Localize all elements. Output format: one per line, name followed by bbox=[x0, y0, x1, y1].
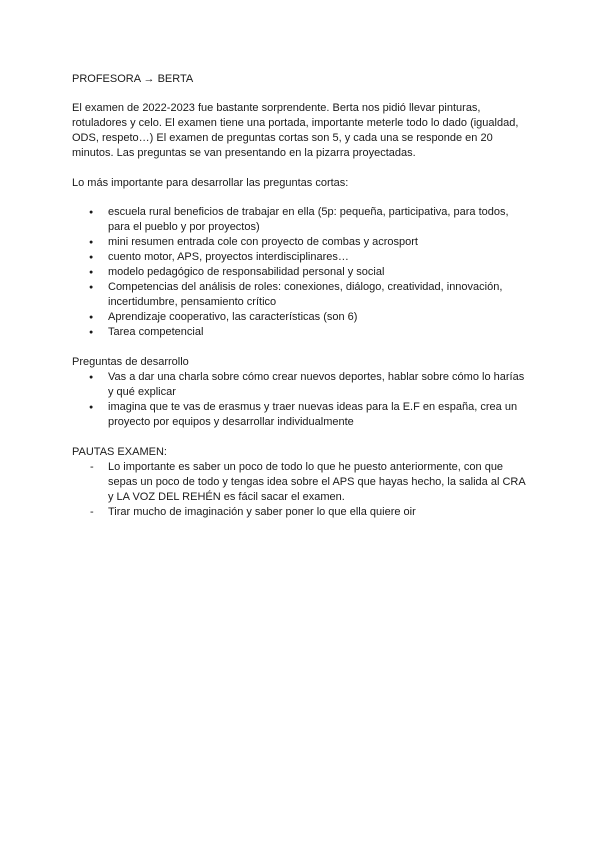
list-item: - Lo importante es saber un poco de todo lo que he puesto anteriormente, con que sepas un poco de todo y tengas idea sobre el APS que hayas hecho, la salida al CRA y LA VOZ DEL REHÉN es fácil sacar el examen. bbox=[72, 460, 532, 505]
list-item: ● imagina que te vas de erasmus y traer nuevas ideas para la E.F en españa, crea un proyecto por equipos y desarrollar individualmente bbox=[72, 400, 532, 430]
document-page bbox=[72, 72, 532, 520]
list-item: ● mini resumen entrada cole con proyecto de combas y acrosport bbox=[72, 235, 532, 250]
exam-guidelines-heading: PAUTAS EXAMEN: bbox=[72, 446, 167, 458]
development-questions-heading: Preguntas de desarrollo bbox=[72, 356, 189, 368]
list-item: ● modelo pedagógico de responsabilidad personal y social bbox=[72, 265, 532, 280]
exam-guidelines-list bbox=[72, 460, 532, 520]
intro-paragraph: El examen de 2022-2023 fue bastante sorprendente. Berta nos pidió llevar pinturas, rotuladores y celo. El examen tiene una portada, importante meterle todo lo dado (igualdad, ODS, respeto…) El examen de preguntas cortas son 5, y cada una se responde en 20 minutos. Las preguntas se van presentando en la pizarra proyectadas. bbox=[72, 102, 519, 159]
short-questions-heading: Lo más importante para desarrollar las preguntas cortas: bbox=[72, 177, 349, 189]
short-questions-list bbox=[72, 205, 532, 340]
development-questions-list bbox=[72, 370, 532, 430]
list-item: ● Competencias del análisis de roles: conexiones, diálogo, creatividad, innovación, incertidumbre, pensamiento crítico bbox=[72, 280, 532, 310]
list-item: ● Tarea competencial bbox=[72, 325, 532, 340]
list-item: ● escuela rural beneficios de trabajar en ella (5p: pequeña, participativa, para todos, para el pueblo y por proyectos) bbox=[72, 205, 532, 235]
list-item: - Tirar mucho de imaginación y saber poner lo que ella quiere oir bbox=[72, 505, 532, 520]
list-item: ● Aprendizaje cooperativo, las características (son 6) bbox=[72, 310, 532, 325]
list-item: ● Vas a dar una charla sobre cómo crear nuevos deportes, hablar sobre cómo lo harías y qué explicar bbox=[72, 370, 532, 400]
document-title: PROFESORA → BERTA bbox=[72, 73, 194, 85]
list-item: ● cuento motor, APS, proyectos interdisciplinares… bbox=[72, 250, 532, 265]
